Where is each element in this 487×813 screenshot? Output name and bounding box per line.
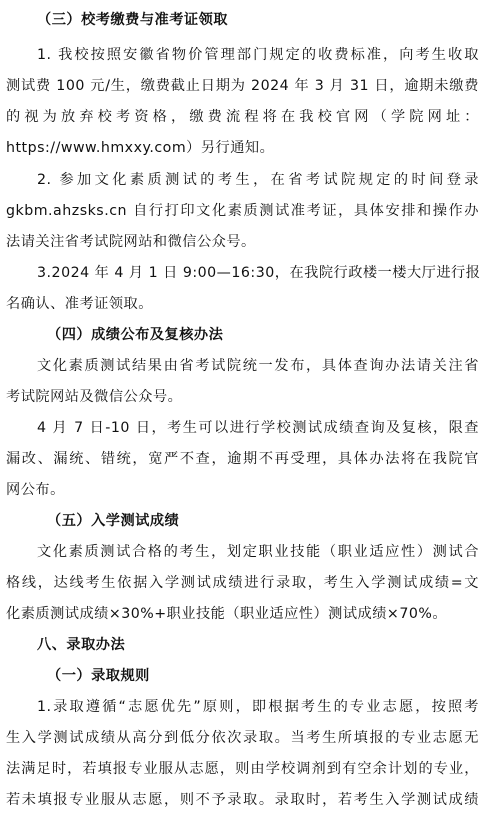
paragraph-line: 法请关注省考试院网站和微信公众号。: [6, 234, 256, 250]
paragraph-line: 1. 我校按照安徽省物价管理部门规定的收费标准，向考生收取: [37, 47, 479, 63]
paragraph-line: 法满足时，若填报专业服从志愿，则由学校调剂到有空余计划的专业，: [6, 761, 479, 777]
paragraph-line: 网公布。: [6, 482, 65, 498]
paragraph-line: 3.2024 年 4 月 1 日 9:00—16:30，在我院行政楼一楼大厅进行报: [37, 265, 481, 281]
section-heading-fee-and-admission-ticket: （三）校考缴费与准考证领取: [37, 12, 228, 28]
paragraph-line: 若未填报专业服从志愿，则不予录取。录取时，若考生入学测试成绩: [6, 792, 479, 808]
paragraph-line: 2. 参加文化素质测试的考生，在省考试院规定的时间登录: [37, 172, 479, 188]
section-heading-results-and-review: （四）成绩公布及复核办法: [47, 327, 224, 343]
paragraph-line: 考试院网站及微信公众号。: [6, 389, 183, 405]
paragraph-line: 4 月 7 日-10 日，考生可以进行学校测试成绩查询及复核，限查: [37, 420, 479, 436]
paragraph-line: 名确认、准考证领取。: [6, 296, 153, 312]
paragraph-line: 化素质测试成绩×30%+职业技能（职业适应性）测试成绩×70%。: [6, 606, 448, 622]
paragraph-line: 文化素质测试结果由省考试院统一发布，具体查询办法请关注省: [37, 358, 479, 374]
section-heading-admission-rules: （一）录取规则: [47, 668, 150, 684]
section-heading-admission-test-score: （五）入学测试成绩: [47, 513, 180, 529]
paragraph-line: 文化素质测试合格的考生，划定职业技能（职业适应性）测试合: [37, 544, 479, 560]
paragraph-line: 生入学测试成绩从高分到低分依次录取。当考生所填报的专业志愿无: [6, 730, 479, 746]
paragraph-line: 漏改、漏统、错统，宽严不查，逾期不再受理，具体办法将在我院官: [6, 451, 479, 467]
paragraph-line: 测试费 100 元/生，缴费截止日期为 2024 年 3 月 31 日，逾期未缴费: [6, 78, 479, 94]
chapter-heading-admission-method: 八、录取办法: [37, 637, 126, 653]
paragraph-line: 格线，达线考生依据入学测试成绩进行录取，考生入学测试成绩=文: [6, 575, 479, 591]
paragraph-line: 1.录取遵循“志愿优先”原则，即根据考生的专业志愿，按照考: [37, 699, 479, 715]
paragraph-line: https://www.hmxxy.com）另行通知。: [6, 140, 275, 156]
paragraph-line: gkbm.ahzsks.cn 自行打印文化素质测试准考证，具体安排和操作办: [6, 203, 479, 219]
paragraph-line: 的视为放弃校考资格，缴费流程将在我校官网（学院网址：: [6, 109, 479, 125]
